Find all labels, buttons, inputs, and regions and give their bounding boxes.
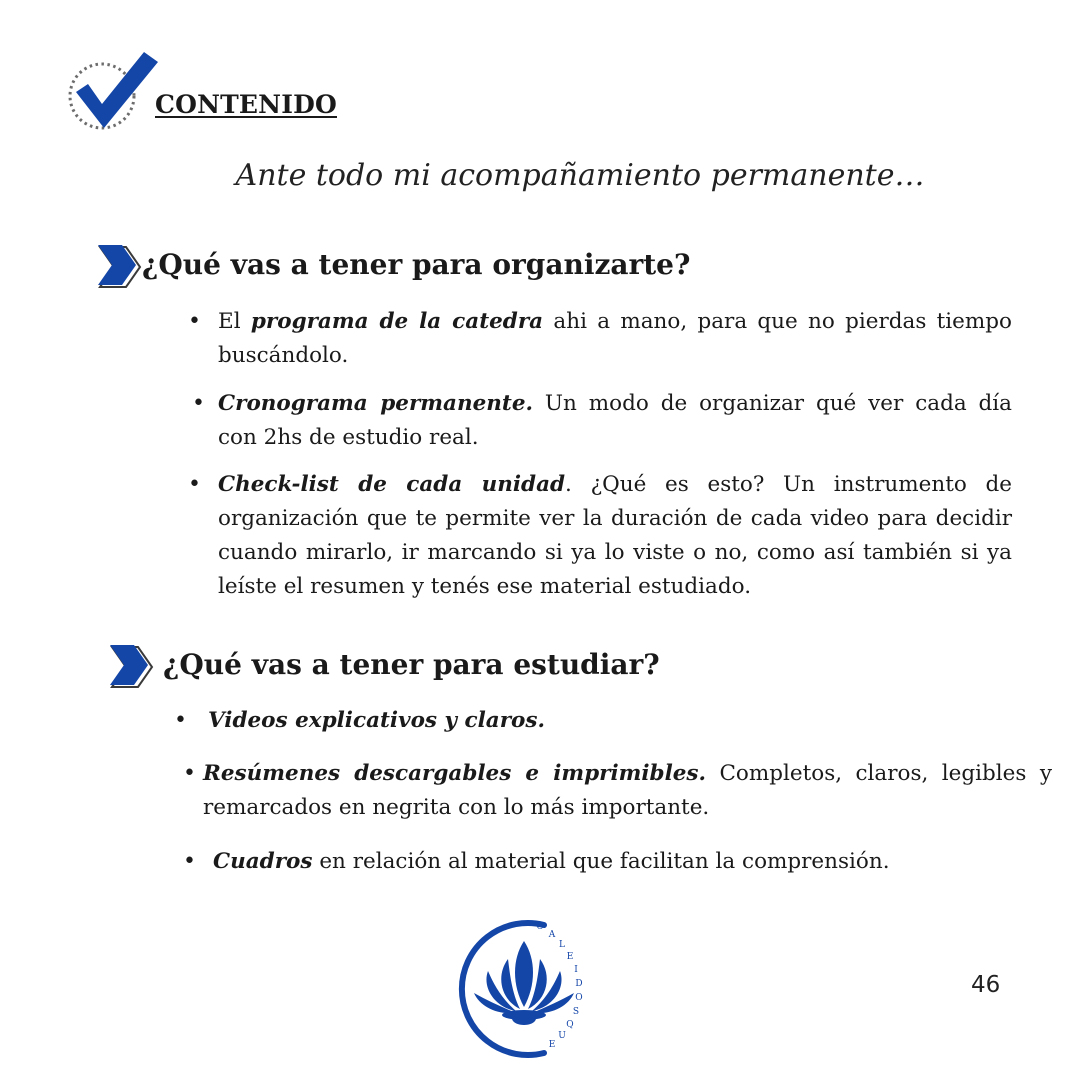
logo-letter: C <box>536 922 544 932</box>
item-post: Completos, claros, legibles y remarcados en negrita con lo más importante. <box>203 761 1052 820</box>
chevron-right-icon <box>96 243 142 291</box>
logo-letter: O <box>575 993 583 1003</box>
section-title-organize: ¿Qué vas a tener para organizarte? <box>142 248 691 281</box>
bullet-dot: • <box>183 849 196 874</box>
item-bold: programa de la catedra <box>250 309 544 334</box>
lotus-icon <box>474 941 574 1025</box>
logo-letter: U <box>558 1031 566 1041</box>
section-title-study: ¿Qué vas a tener para estudiar? <box>163 648 660 681</box>
bullet-dot: • <box>183 761 196 786</box>
list-item <box>188 305 1012 373</box>
logo-letter: E <box>548 1040 556 1050</box>
item-bold: Cronograma permanente. <box>218 391 534 416</box>
list-item <box>183 845 1033 879</box>
chevron-right-icon <box>108 643 154 691</box>
item-post: . ¿Qué es esto? Un instrumento de organización que te permite ver la duración de cada video para decidir cuando mirarlo, ir marcando si ya lo viste o no, como así también si ya leíste el resumen y tenés ese material estudiado. <box>218 472 1012 599</box>
bullet-dot: • <box>188 472 201 497</box>
item-post: ahi a mano, para que no pierdas tiempo buscándolo. <box>218 309 1012 368</box>
list-item <box>192 387 1012 455</box>
caleidosque-logo <box>452 915 602 1060</box>
item-bold: Check-list de cada unidad <box>218 472 566 497</box>
item-post: en relación al material que facilitan la comprensión. <box>312 849 890 874</box>
page-number: 46 <box>971 972 1001 998</box>
page-title: CONTENIDO <box>155 90 337 119</box>
checkmark-icon <box>66 48 162 134</box>
logo-letter: L <box>559 940 565 950</box>
item-bold: Cuadros <box>213 849 313 874</box>
list-item <box>183 757 1052 825</box>
tagline: Ante todo mi acompañamiento permanente… <box>235 158 925 193</box>
bullet-dot: • <box>192 391 205 416</box>
bullet-dot: • <box>188 309 201 334</box>
bullet-dot: • <box>174 708 187 733</box>
item-bold: Videos explicativos y claros. <box>208 708 545 733</box>
logo-letter: D <box>575 979 583 989</box>
item-pre: El <box>218 309 251 334</box>
item-bold: Resúmenes descargables e imprimibles. <box>203 761 707 786</box>
logo-letter: S <box>572 1007 580 1017</box>
logo-letter: A <box>548 930 556 940</box>
list-item <box>188 468 1012 604</box>
logo-letter: Q <box>566 1020 574 1030</box>
item-post: Un modo de organizar qué ver cada día con 2hs de estudio real. <box>218 391 1012 450</box>
logo-letter: E <box>566 952 574 962</box>
logo-letter: I <box>574 965 578 975</box>
list-item <box>174 704 988 738</box>
